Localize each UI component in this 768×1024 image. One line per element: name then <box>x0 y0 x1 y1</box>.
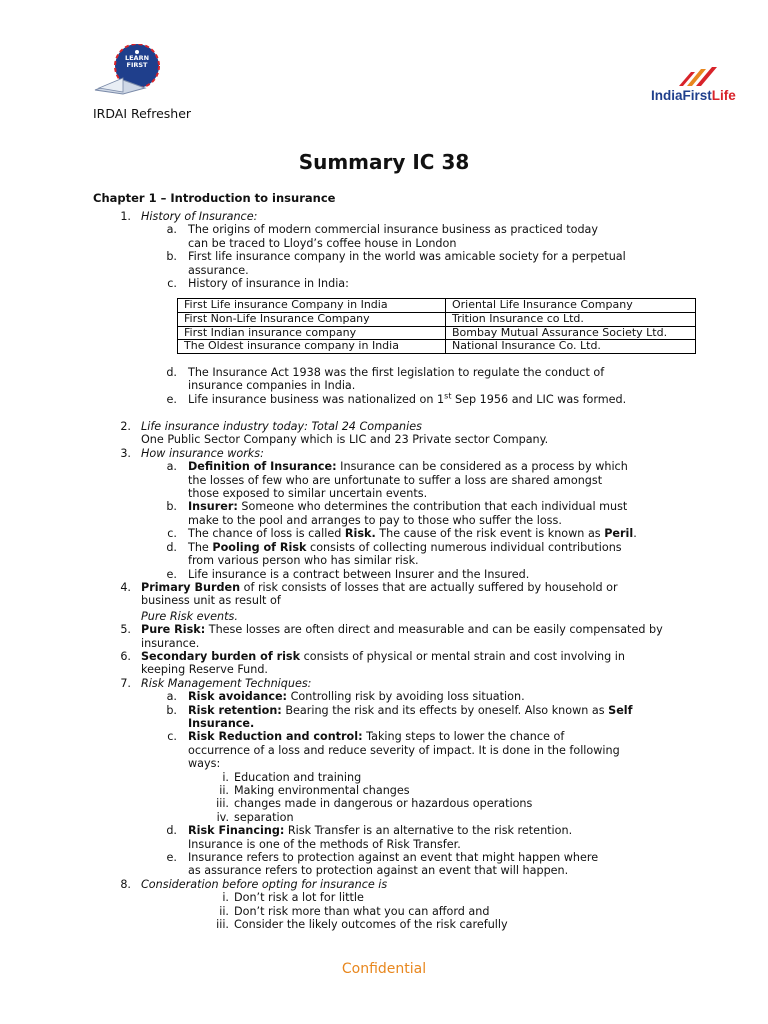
section-8: 8. Consideration before opting for insurance is <box>120 877 388 891</box>
section-7-item-c: c. Risk Reduction and control: Taking steps to lower the chance of <box>167 730 565 744</box>
section-1-heading: History of Insurance: <box>141 210 258 223</box>
section-3-item-c: c. The chance of loss is called Risk. The cause of the risk event is known as Peril. <box>167 527 637 541</box>
table-row: First Indian insurance company Bombay Mutual Assurance Society Ltd. <box>178 326 696 340</box>
table-row: First Non-Life Insurance Company Trition Insurance co Ltd. <box>178 313 696 327</box>
logo-stripes-icon <box>651 66 735 88</box>
section-1-item-c: c. History of insurance in India: <box>167 277 349 291</box>
list-item: iv. separation <box>216 810 294 824</box>
section-3-item-d: d. The Pooling of Risk consists of collecting numerous individual contributions <box>166 540 622 554</box>
section-5: 5. Pure Risk: These losses are often direct and measurable and can be easily compensated by <box>120 623 663 637</box>
section-1 <box>93 210 679 223</box>
list-item: i. Don’t risk a lot for little <box>222 891 364 905</box>
section-1-item-e: e. Life insurance business was nationalized on 1st Sep 1956 and LIC was formed. <box>166 390 627 406</box>
section-2: 2. Life insurance industry today: Total 24 Companies <box>120 420 422 434</box>
table-row: First Life insurance Company in India Oriental Life Insurance Company <box>178 299 696 313</box>
page-title: Summary IC 38 <box>298 150 470 174</box>
section-3-item-b: b. Insurer: Someone who determines the contribution that each individual must <box>166 500 628 514</box>
section-6: 6. Secondary burden of risk consists of physical or mental strain and cost involving in <box>120 649 626 663</box>
logo-right-part2: Life <box>711 88 736 103</box>
section-3-item-a: a. Definition of Insurance: Insurance can be considered as a process by which <box>166 460 628 474</box>
list-item: i. Education and training <box>222 770 362 784</box>
section-3-item-e: e. Life insurance is a contract between Insurer and the Insured. <box>166 567 530 581</box>
section-7: 7. Risk Management Techniques: <box>120 676 312 690</box>
section-7-item-b: b. Risk retention: Bearing the risk and its effects by oneself. Also known as Self <box>166 703 633 717</box>
section-1-num: 1. <box>120 210 131 223</box>
section-1-item-d: d. The Insurance Act 1938 was the first legislation to regulate the conduct of <box>166 365 605 379</box>
list-item: iii. Consider the likely outcomes of the risk carefully <box>216 918 508 932</box>
logo-left-text: LEARN FIRST <box>124 54 150 69</box>
list-item: ii. Making environmental changes <box>219 784 410 797</box>
list-item: iii. changes made in dangerous or hazardous operations <box>216 797 533 811</box>
section-1-item-b: b. First life insurance company in the world was amicable society for a perpetual <box>166 250 626 264</box>
section-7-item-a: a. Risk avoidance: Controlling risk by avoiding loss situation. <box>166 690 525 704</box>
header-subtitle: IRDAI Refresher <box>93 106 192 121</box>
section-1-item-a: a. The origins of modern commercial insurance business as practiced today <box>166 223 599 237</box>
history-table <box>177 298 696 353</box>
confidential-footer: Confidential <box>341 961 427 977</box>
document-body: 1. History of Insurance: a. The origins of modern commercial insurance business as practiced today can be traced to Lloyd’s coffee house in London b. First life insurance company in the world was amicable society for a perpetual assurance. c. History of insurance in India: First Life insurance Company in India Oriental Life Insurance Company First Non-Life Insurance Company Trition Insurance co Ltd. First Indian insurance company Bombay Mutual Assurance Society Ltd. The Oldest insurance company in India National Insurance Co. Ltd. d. The Insurance Act 1938 was the first legislation to regulate the conduct of insurance companies in India. e. Life insurance business was nationalized on 1st Sep 1956 and LIC was formed. 2. Life insurance industry today: Total 24 Companies One Public Sector Company which is LIC and 23 Private sector Company. 3. How insurance works: a. Definition of Insurance: Insurance can be considered as a process by which the losses of few who are unfortunate to suffer a loss are shared amongst those exposed to similar uncertain events. b. Insurer: Someone who determines the contribution that each individual must make to the pool and arranges to pay to those who suffer the loss. c. The chance of loss is called Risk. The cause of the risk event is known as Peril. d. The Pooling of Risk consists of collecting numerous individual contributions from various person who has similar risk. e. Life insurance is a contract between Insurer and the Insured. 4. Primary Burden of risk consists of losses that are actually suffered by household or business unit as result of Pure Risk events. 5. Pure Risk: These losses are often direct and measurable and can be easily compensated by insurance. 6. Secondary burden of risk consists of physical or mental strain and cost involving in keeping Reserve Fund. 7. Risk Management Techniques: a. Risk avoidance: Controlling risk by avoiding loss situation. b. Risk retention: Bearing the risk and its effects by oneself. Also known as Self Insurance. c. Risk Reduction and control: Taking steps to lower the chance of occurrence of a loss and reduce severity of impact. It is done in the following ways: i. Education and training ii. Making environmental changes iii. changes made in dangerous or hazardous operations iv. separation d. Risk Financing: Risk Transfer is an alternative to the risk retention. Insurance is one of the methods of Risk Transfer. e. Insurance refers to protection against an event that might happen where as assurance refers to protection against an event that will happen. 8. Consideration before opting for insurance is i. Don’t risk a lot for little ii. Don’t risk more than what you can afford and iii. Consider the likely outcomes of the risk carefully <box>93 210 679 931</box>
section-3: 3. How insurance works: <box>120 446 264 460</box>
section-4: 4. Primary Burden of risk consists of losses that are actually suffered by household or <box>120 580 618 594</box>
section-7-item-d: d. Risk Financing: Risk Transfer is an alternative to the risk retention. <box>166 824 573 838</box>
logo-right-part1: IndiaFirst <box>651 88 712 103</box>
chapter-heading: Chapter 1 – Introduction to insurance <box>93 191 336 205</box>
indiafirstlife-logo <box>651 66 735 106</box>
list-item: ii. Don’t risk more than what you can afford and <box>219 904 490 918</box>
learn-first-logo <box>93 44 165 96</box>
table-row: The Oldest insurance company in India National Insurance Co. Ltd. <box>178 340 696 354</box>
section-7-item-e: e. Insurance refers to protection against an event that might happen where <box>166 851 599 865</box>
